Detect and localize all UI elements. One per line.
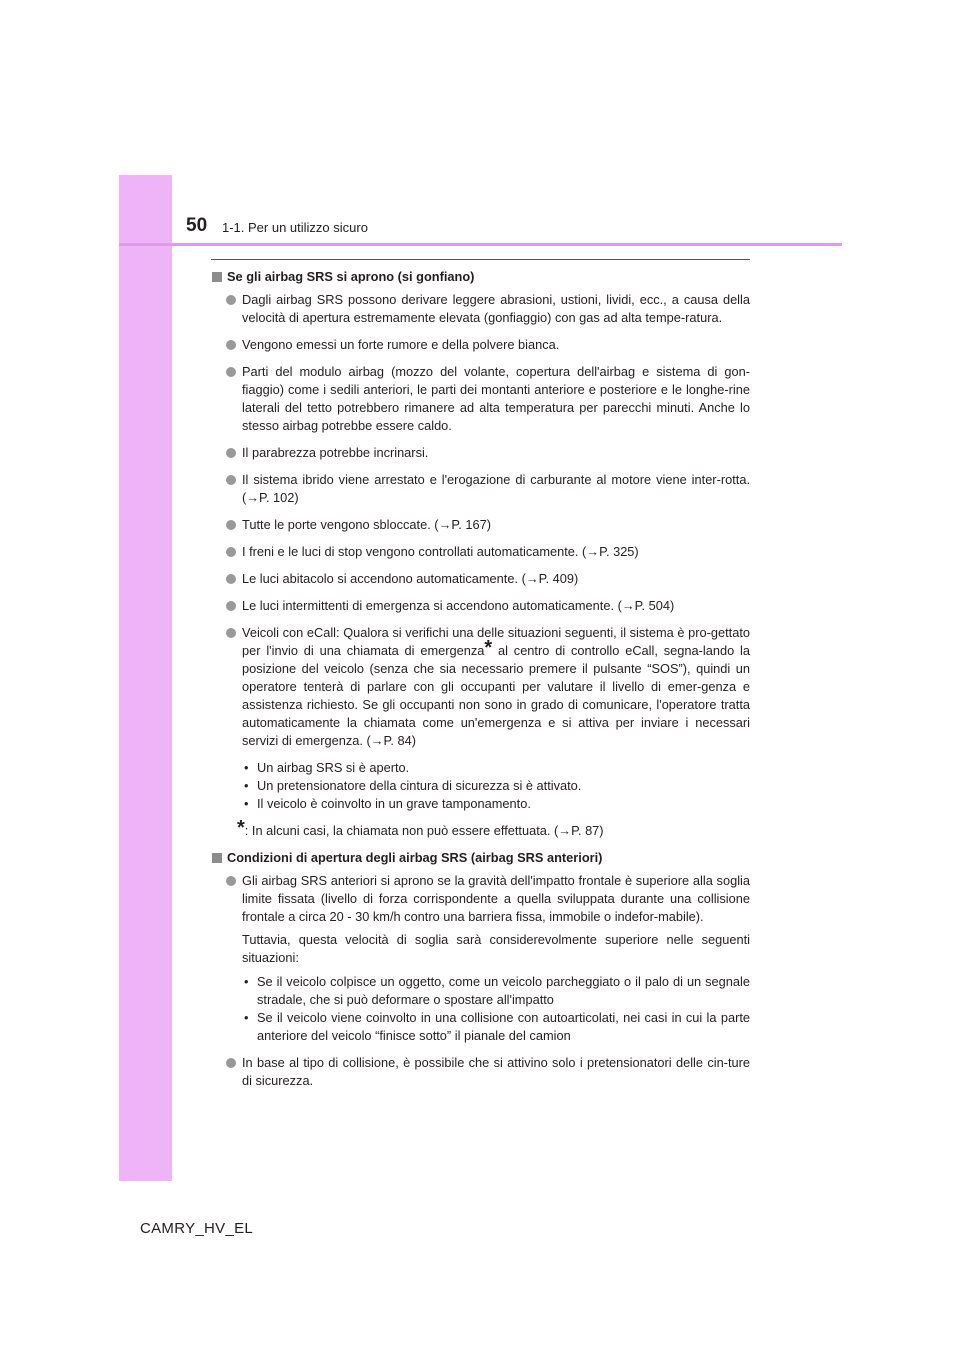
list-item: Dagli airbag SRS possono derivare leggere abrasioni, ustioni, lividi, ecc., a causa della velocità di apertura estremamente elevata (gonfiaggio) con gas ad alta tempe-ratura.	[211, 291, 750, 327]
section-heading: Se gli airbag SRS si aprono (si gonfiano)	[211, 268, 750, 286]
paragraph: Tuttavia, questa velocità di soglia sarà considerevolmente superiore nelle seguenti situazioni:	[242, 932, 750, 965]
circle-bullet-icon	[226, 448, 236, 458]
circle-bullet-icon	[226, 601, 236, 611]
section-heading: Condizioni di apertura degli airbag SRS (airbag SRS anteriori)	[211, 849, 750, 867]
threshold-cases	[211, 973, 750, 1045]
side-color-band	[119, 175, 172, 1181]
sub-list-item: • Se il veicolo viene coinvolto in una collisione con autoarticolati, nei casi in cui la parte anteriore del veicolo “finisce sotto” il pianale del camion	[244, 1010, 750, 1043]
square-bullet-icon	[212, 272, 222, 282]
circle-bullet-icon	[226, 1058, 236, 1068]
list-item: In base al tipo di collisione, è possibile che si attivino solo i pretensionatori delle cin-ture di sicurezza.	[211, 1054, 750, 1090]
sub-list-item: • Se il veicolo colpisce un oggetto, come un veicolo parcheggiato o il palo di un segnale stradale, che si può deformare o spostare all'impatto	[244, 974, 750, 1007]
circle-bullet-icon	[226, 628, 236, 638]
list-item: Parti del modulo airbag (mozzo del volante, copertura dell'airbag e sistema di gon-fiaggio) come i sedili anteriori, le parti dei montanti anteriore e posteriore e le longhe-rine laterali del tetto potrebbero rimanere ad alta temperatura per parecchi minuti. Anche lo stesso airbag potrebbe essere caldo.	[211, 363, 750, 435]
list-item: Il sistema ibrido viene arrestato e l'erogazione di carburante al motore viene inter-rotta. (→P. 102)	[211, 471, 750, 507]
circle-bullet-icon	[226, 547, 236, 557]
list-item: Vengono emessi un forte rumore e della polvere bianca.	[211, 336, 750, 354]
ecall-conditions	[211, 759, 750, 813]
circle-bullet-icon	[226, 367, 236, 377]
chapter-title: 1-1. Per un utilizzo sicuro	[222, 220, 368, 235]
footer-model-code: CAMRY_HV_EL	[140, 1220, 254, 1237]
circle-bullet-icon	[226, 520, 236, 530]
page-number: 50	[186, 215, 208, 236]
circle-bullet-icon	[226, 295, 236, 305]
square-bullet-icon	[212, 853, 222, 863]
list-item: Le luci abitacolo si accendono automaticamente. (→P. 409)	[211, 570, 750, 588]
circle-bullet-icon	[226, 475, 236, 485]
list-item: Il parabrezza potrebbe incrinarsi.	[211, 444, 750, 462]
list-item: Le luci intermittenti di emergenza si accendono automaticamente. (→P. 504)	[211, 597, 750, 615]
header-divider	[119, 243, 842, 246]
page-content	[211, 259, 750, 1099]
list-item: Tutte le porte vengono sbloccate. (→P. 167)	[211, 516, 750, 534]
list-item: I freni e le luci di stop vengono controllati automaticamente. (→P. 325)	[211, 543, 750, 561]
circle-bullet-icon	[226, 340, 236, 350]
circle-bullet-icon	[226, 574, 236, 584]
circle-bullet-icon	[226, 876, 236, 886]
footnote-asterisk: *	[484, 637, 493, 659]
sub-list-item: • Un pretensionatore della cintura di sicurezza si è attivato.	[244, 778, 582, 793]
list-item-ecall: Veicoli con eCall: Qualora si verifichi una delle situazioni seguenti, il sistema è pro-gettato per l'invio di una chiamata di emergenza* al centro di controllo eCall, segna-lando la posizione del veicolo (senza che sia necessario premere il pulsante “SOS”), quindi un operatore tenterà di parlare con gli occupanti per valutare il livello di emer-genza e assistenza richiesto. Se gli occupanti non sono in grado di comunicare, l'operatore tratta automaticamente la chiamata come un'emergenza e si attiva per inviare i necessari servizi di emergenza. (→P. 84)	[211, 624, 750, 750]
list-item: Gli airbag SRS anteriori si aprono se la gravità dell'impatto frontale è superiore alla soglia limite fissata (livello di forza corrispondente a quella sviluppata durante una collisione frontale a circa 20 - 30 km/h contro una barriera fissa, immobile o indefor-mabile).	[211, 872, 750, 926]
footnote: *: In alcuni casi, la chiamata non può essere effettuata. (→P. 87)	[237, 817, 604, 839]
sub-list-item: • Un airbag SRS si è aperto.	[244, 760, 410, 775]
sub-list-item: • Il veicolo è coinvolto in un grave tamponamento.	[244, 796, 531, 811]
